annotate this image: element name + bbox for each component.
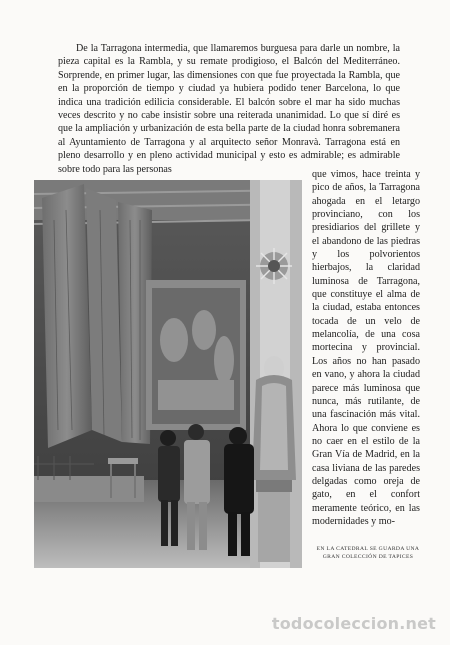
intro-paragraph: De la Tarragona intermedia, que llamaremos burguesa para darle un nombre, la pieza capital es la Rambla, y su remate prodigioso, el Balcón del Mediterráneo. Sorprende, en primer lugar, las dimensiones con que fue proyectada la Rambla, que en la proporción de tiempo y ciudad ya hubiera podido tener Barcelona, lo que indica una tradición edilicia considerable. El balcón sobre el mar ha sido muchas veces descrito y no cabe insistir sobre una reiterada unanimidad. Lo que sí diré es que la ampliación y urbanización de esta bella parte de la ciudad honra sobremanera al Ayuntamiento de Tarragona y al arquitecto señor Monravà. Tarragona está en pleno desarrollo y en pleno actividad municipal y esto es admirable; es admirable sobre todo para las personas [58, 43, 400, 175]
photo-caption: EN LA CATEDRAL SE GUARDA UNA GRAN COLECCIÓN DE TAPICES [316, 546, 420, 560]
sunburst-ornament [256, 248, 292, 284]
tapestry-left-1 [42, 184, 92, 448]
virgin-statue [252, 356, 296, 562]
watermark-text: todocoleccion.net [271, 614, 436, 633]
side-paragraph: que vimos, hace treinta y pico de años, la Tarragona ahogada en el letargo provinciano, con los presidiarios del grillete y el abandono de las piedras y los polvorientos hierbajos, la claridad luminosa de Tarragona, que constituye el alma de la ciudad, estaba entonces tocada de un velo de melancolía, de una cosa mortecina y provincial. Los años no han pasado en vano, y ahora la ciudad parece más luminosa que nunca, más rutilante, de una fascinación más vital. Ahora lo que conviene es no caer en el estilo de la Gran Vía de Madrid, en la casa liviana de las paredes delgadas como oreja de gato, en el confort meramente teórico, en las modernidades y mo- [312, 169, 420, 527]
photo-illustration [34, 180, 302, 568]
cathedral-tapestries-photo [34, 180, 302, 568]
